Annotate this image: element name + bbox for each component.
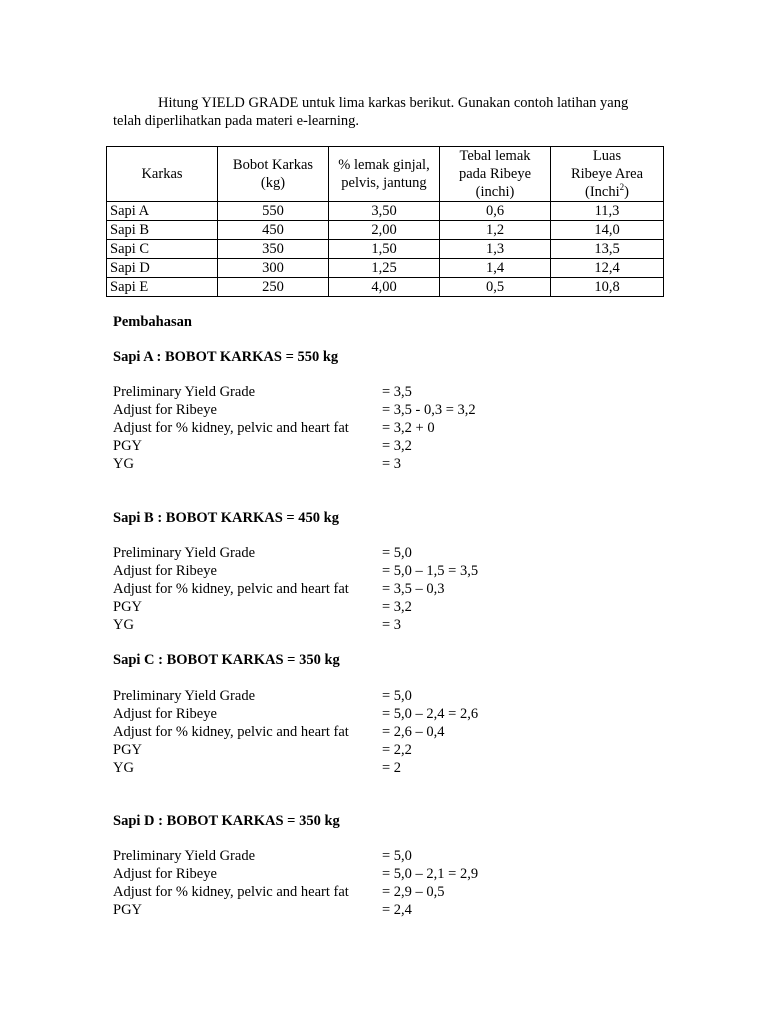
table-cell: Sapi C bbox=[107, 240, 218, 259]
calc-block-sapi-d bbox=[113, 847, 478, 919]
calc-label: Adjust for % kidney, pelvic and heart fat bbox=[113, 420, 349, 436]
table-row bbox=[107, 259, 664, 278]
table-cell: 13,5 bbox=[551, 240, 664, 259]
header-karkas: Karkas bbox=[107, 147, 218, 202]
table-row bbox=[107, 240, 664, 259]
section-title-sapi-c: Sapi C : BOBOT KARKAS = 350 kg bbox=[113, 652, 340, 668]
calc-value: = 5,0 – 2,4 = 2,6 bbox=[382, 706, 479, 722]
header-lemak-ginjal: % lemak ginjal, pelvis, jantung bbox=[329, 147, 440, 202]
calc-label: PGY bbox=[113, 902, 143, 918]
calc-row bbox=[113, 419, 476, 437]
intro-line-1: Hitung YIELD GRADE untuk lima karkas berikut. Gunakan contoh latihan yang bbox=[158, 95, 629, 111]
calc-value: = 2,4 bbox=[382, 902, 412, 918]
calc-value: = 3 bbox=[382, 617, 402, 633]
table-cell: 1,2 bbox=[440, 221, 551, 240]
calc-value: = 5,0 bbox=[382, 545, 412, 561]
calc-label: Preliminary Yield Grade bbox=[113, 384, 256, 400]
calc-row bbox=[113, 901, 478, 919]
table-cell: 1,25 bbox=[329, 259, 440, 278]
header-bobot-karkas: Bobot Karkas (kg) bbox=[218, 147, 329, 202]
table-cell: 450 bbox=[218, 221, 329, 240]
table-cell: 300 bbox=[218, 259, 329, 278]
pembahasan-heading: Pembahasan bbox=[113, 314, 192, 330]
calc-value: = 5,0 – 1,5 = 3,5 bbox=[382, 563, 479, 579]
calc-value: = 5,0 – 2,1 = 2,9 bbox=[382, 866, 479, 882]
calc-block-sapi-a bbox=[113, 383, 476, 473]
table-cell: 550 bbox=[218, 202, 329, 221]
calc-label: YG bbox=[113, 456, 134, 472]
calc-label: Adjust for Ribeye bbox=[113, 706, 217, 722]
calc-value: = 3,2 bbox=[382, 599, 412, 615]
calc-label: PGY bbox=[113, 599, 143, 615]
section-title-sapi-d: Sapi D : BOBOT KARKAS = 350 kg bbox=[113, 813, 340, 829]
table-cell: Sapi D bbox=[107, 259, 218, 278]
calc-label: PGY bbox=[113, 742, 143, 758]
table-cell: 10,8 bbox=[551, 278, 664, 297]
table-cell: 1,50 bbox=[329, 240, 440, 259]
calc-value: = 3,5 - 0,3 = 3,2 bbox=[382, 402, 476, 418]
table-cell: 2,00 bbox=[329, 221, 440, 240]
table-row bbox=[107, 202, 664, 221]
calc-row bbox=[113, 883, 478, 901]
table-cell: 1,4 bbox=[440, 259, 551, 278]
calc-value: = 2,9 – 0,5 bbox=[382, 884, 445, 900]
intro-paragraph bbox=[113, 94, 673, 130]
table-row bbox=[107, 221, 664, 240]
calc-row bbox=[113, 455, 476, 473]
table-cell: 4,00 bbox=[329, 278, 440, 297]
calc-label: YG bbox=[113, 617, 134, 633]
calc-value: = 3,2 + 0 bbox=[382, 420, 435, 436]
calc-label: Adjust for % kidney, pelvic and heart fat bbox=[113, 581, 349, 597]
calc-label: Adjust for % kidney, pelvic and heart fat bbox=[113, 724, 349, 740]
calc-label: Preliminary Yield Grade bbox=[113, 848, 256, 864]
calc-row bbox=[113, 705, 478, 723]
table-cell: 1,3 bbox=[440, 240, 551, 259]
calc-row bbox=[113, 723, 478, 741]
calc-label: Adjust for % kidney, pelvic and heart fat bbox=[113, 884, 349, 900]
calc-block-sapi-b bbox=[113, 544, 478, 634]
section-title-sapi-b: Sapi B : BOBOT KARKAS = 450 kg bbox=[113, 510, 339, 526]
table-header-row bbox=[107, 147, 664, 202]
calc-label: Adjust for Ribeye bbox=[113, 402, 217, 418]
calc-row bbox=[113, 847, 478, 865]
table-row bbox=[107, 278, 664, 297]
calc-label: Preliminary Yield Grade bbox=[113, 545, 256, 561]
intro-line-2: telah diperlihatkan pada materi e-learning. bbox=[113, 113, 359, 129]
table-cell: Sapi B bbox=[107, 221, 218, 240]
calc-row bbox=[113, 437, 476, 455]
calc-row bbox=[113, 544, 478, 562]
carcass-table bbox=[106, 146, 664, 297]
table-cell: 3,50 bbox=[329, 202, 440, 221]
calc-value: = 3,5 – 0,3 bbox=[382, 581, 445, 597]
table-cell: 0,6 bbox=[440, 202, 551, 221]
calc-label: YG bbox=[113, 760, 134, 776]
calc-value: = 2,2 bbox=[382, 742, 412, 758]
calc-row bbox=[113, 687, 478, 705]
header-luas-ribeye: Luas Ribeye Area (Inchi$^2$) bbox=[551, 147, 664, 202]
calc-value: = 2 bbox=[382, 760, 402, 776]
calc-row bbox=[113, 580, 478, 598]
calc-value: = 3,5 bbox=[382, 384, 412, 400]
table-cell: 14,0 bbox=[551, 221, 664, 240]
calc-row bbox=[113, 598, 478, 616]
calc-row bbox=[113, 562, 478, 580]
calc-value: = 5,0 bbox=[382, 848, 412, 864]
table-cell: 11,3 bbox=[551, 202, 664, 221]
calc-row bbox=[113, 401, 476, 419]
calc-label: Preliminary Yield Grade bbox=[113, 688, 256, 704]
table-cell: Sapi A bbox=[107, 202, 218, 221]
calc-row bbox=[113, 741, 478, 759]
calc-value: = 3,2 bbox=[382, 438, 412, 454]
calc-label: PGY bbox=[113, 438, 143, 454]
calc-row bbox=[113, 759, 478, 777]
calc-label: Adjust for Ribeye bbox=[113, 866, 217, 882]
calc-value: = 2,6 – 0,4 bbox=[382, 724, 445, 740]
calc-label: Adjust for Ribeye bbox=[113, 563, 217, 579]
calc-block-sapi-c bbox=[113, 687, 478, 777]
calc-row bbox=[113, 383, 476, 401]
calc-value: = 5,0 bbox=[382, 688, 412, 704]
header-tebal-lemak: Tebal lemak pada Ribeye (inchi) bbox=[440, 147, 551, 202]
table-cell: 12,4 bbox=[551, 259, 664, 278]
table-cell: 350 bbox=[218, 240, 329, 259]
calc-value: = 3 bbox=[382, 456, 402, 472]
calc-row bbox=[113, 616, 478, 634]
calc-row bbox=[113, 865, 478, 883]
table-cell: 250 bbox=[218, 278, 329, 297]
section-title-sapi-a: Sapi A : BOBOT KARKAS = 550 kg bbox=[113, 349, 339, 365]
table-cell: Sapi E bbox=[107, 278, 218, 297]
table-cell: 0,5 bbox=[440, 278, 551, 297]
